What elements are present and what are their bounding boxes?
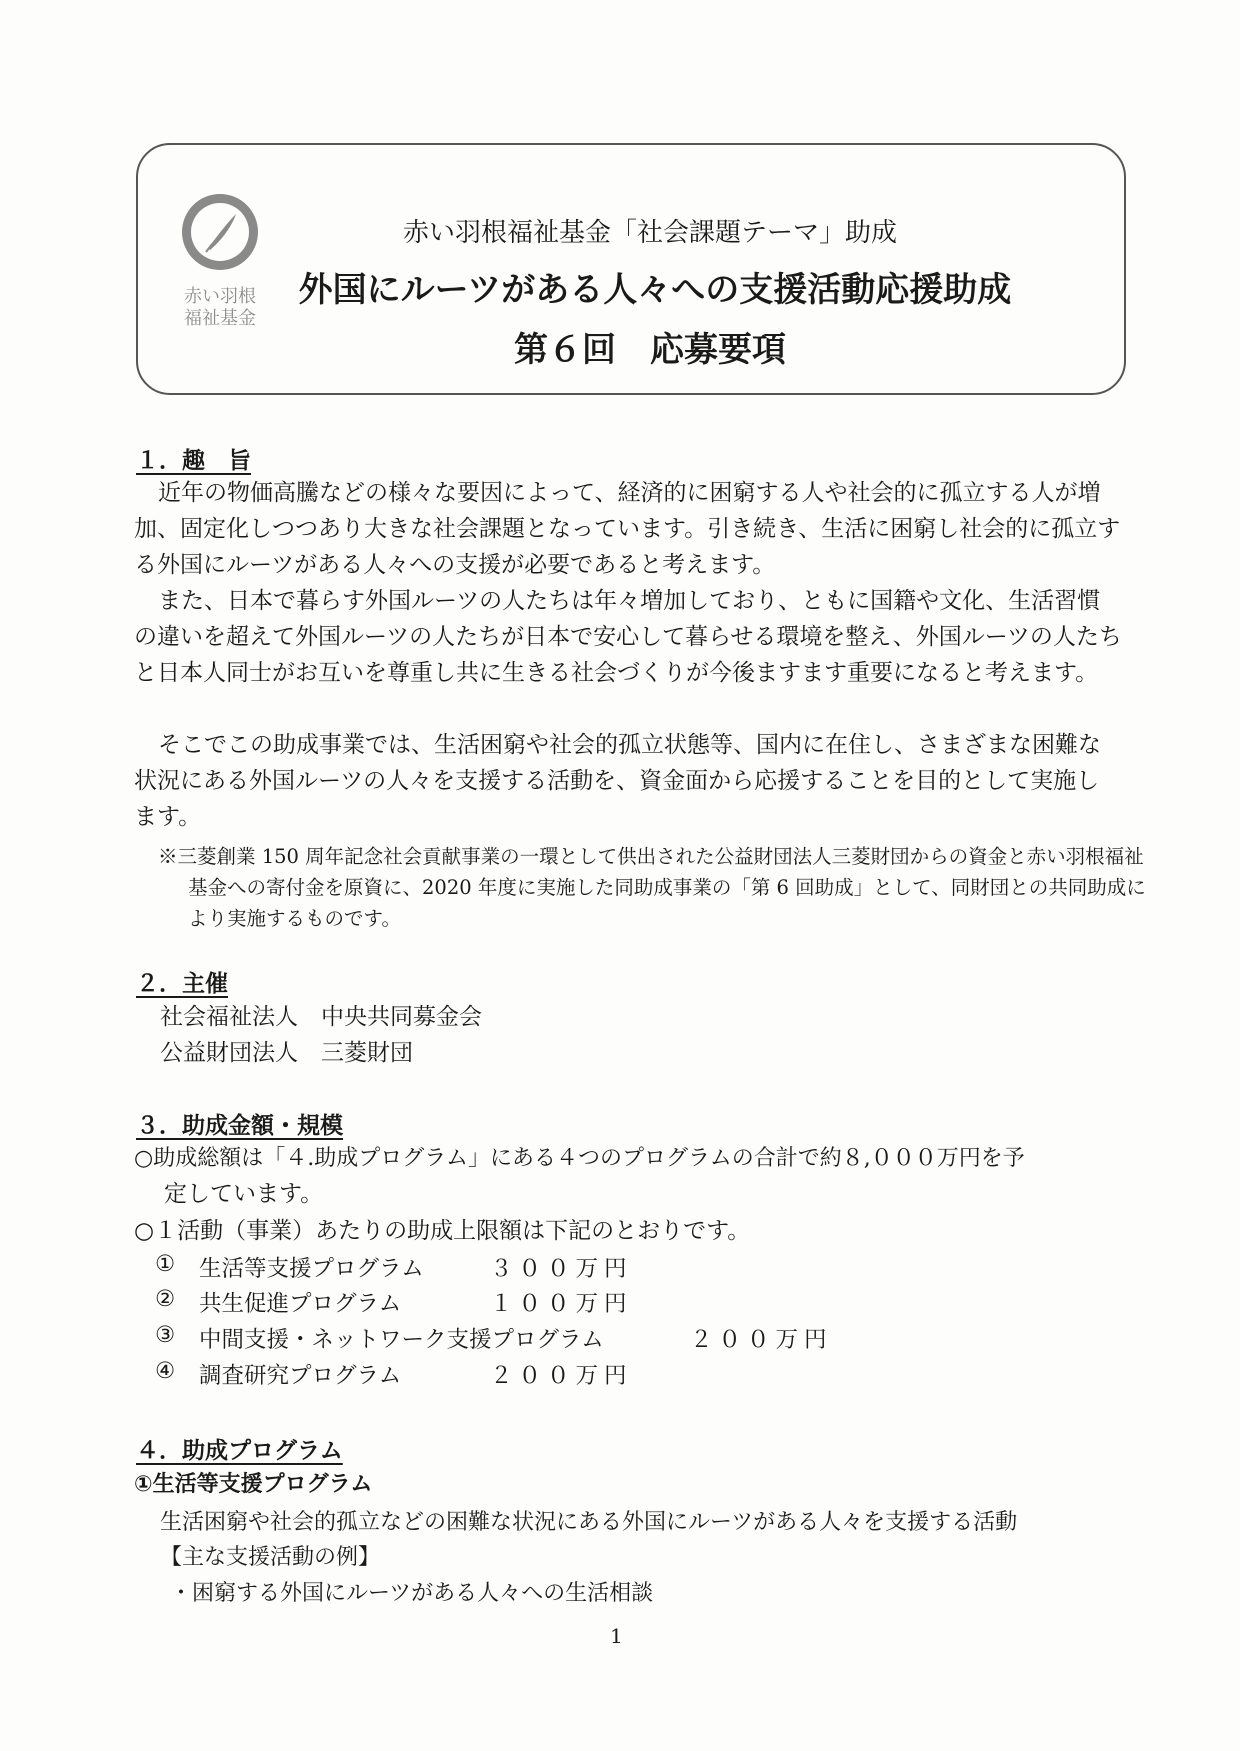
program-number: ① (155, 1251, 176, 1277)
page-number: 1 (610, 1624, 623, 1648)
section-4-heading: ４．助成プログラム (136, 1438, 343, 1464)
header-subtitle: 赤い羽根福祉基金「社会課題テーマ」助成 (402, 218, 897, 248)
section-1-paragraph-3: そこでこの助成事業では、生活困窮や社会的孤立状態等、国内に在住し、さまざまな困難な状況にある外国ルーツの人々を支援する活動を、資金面から応援することを目的として実施します。 (134, 732, 1101, 830)
program-amount: ２００万円 (690, 1327, 833, 1353)
program-number: ② (155, 1286, 176, 1312)
program-1-heading: ①生活等支援プログラム (134, 1472, 373, 1497)
example-item: ・困窮する外国にルーツがある人々への生活相談 (170, 1581, 654, 1606)
limit-line: ○１活動（事業）あたりの助成上限額は下記のとおりです。 (134, 1218, 751, 1244)
organizer-2: 公益財団法人 三菱財団 (160, 1040, 413, 1066)
program-amount: ２００万円 (490, 1363, 633, 1389)
program-name: 生活等支援プログラム (199, 1256, 424, 1282)
program-amount: １００万円 (490, 1291, 633, 1317)
section-2-heading: ２．主催 (136, 971, 228, 997)
section-3-heading: ３．助成金額・規模 (136, 1113, 343, 1139)
logo-text: 赤い羽根 福祉基金 (184, 286, 256, 329)
header-round: 第６回 応募要項 (514, 330, 786, 370)
examples-heading: 【主な支援活動の例】 (160, 1545, 381, 1570)
red-feather-logo-icon (182, 194, 258, 270)
program-number: ④ (155, 1358, 176, 1384)
program-name: 調査研究プログラム (199, 1363, 402, 1389)
program-name: 中間支援・ネットワーク支援プログラム (199, 1327, 604, 1353)
section-1-paragraph-2: また、日本で暮らす外国ルーツの人たちは年々増加しており、ともに国籍や文化、生活習慣の違いを超えて外国ルーツの人たちが日本で安心して暮らせる環境を整え、外国ルーツの人たちと日本人同士がお互いを尊重し共に生きる社会づくりが今後ますます重要になると考えます。 (134, 588, 1122, 686)
total-amount-line-cont: 定しています。 (164, 1181, 324, 1207)
section-1-note: ※三菱創業 150 周年記念社会貢献事業の一環として供出された公益財団法人三菱財団からの資金と赤い羽根福祉基金への寄付金を原資に、2020 年度に実施した同助成事業の「第 6 回助成」として、同財団との共同助成により実施するものです。 (158, 845, 1146, 930)
page-title: 外国にルーツがある人々への支援活動応援助成 (298, 270, 1012, 310)
organizer-1: 社会福祉法人 中央共同募金会 (160, 1004, 482, 1030)
program-amount: ３００万円 (490, 1256, 633, 1282)
program-1-description: 生活困窮や社会的孤立などの困難な状況にある外国にルーツがある人々を支援する活動 (160, 1510, 1018, 1535)
section-1-heading: １．趣 旨 (136, 448, 251, 474)
total-amount-line: ○助成総額は「４.助成プログラム」にある４つのプログラムの合計で約８,０００万円を予 (134, 1146, 1025, 1171)
program-number: ③ (155, 1322, 176, 1348)
program-name: 共生促進プログラム (199, 1291, 402, 1317)
section-1-paragraph-1: 近年の物価高騰などの様々な要因によって、経済的に困窮する人や社会的に孤立する人が増加、固定化しつつあり大きな社会課題となっています。引き続き、生活に困窮し社会的に孤立する外国にルーツがある人々への支援が必要であると考えます。 (134, 480, 1121, 578)
